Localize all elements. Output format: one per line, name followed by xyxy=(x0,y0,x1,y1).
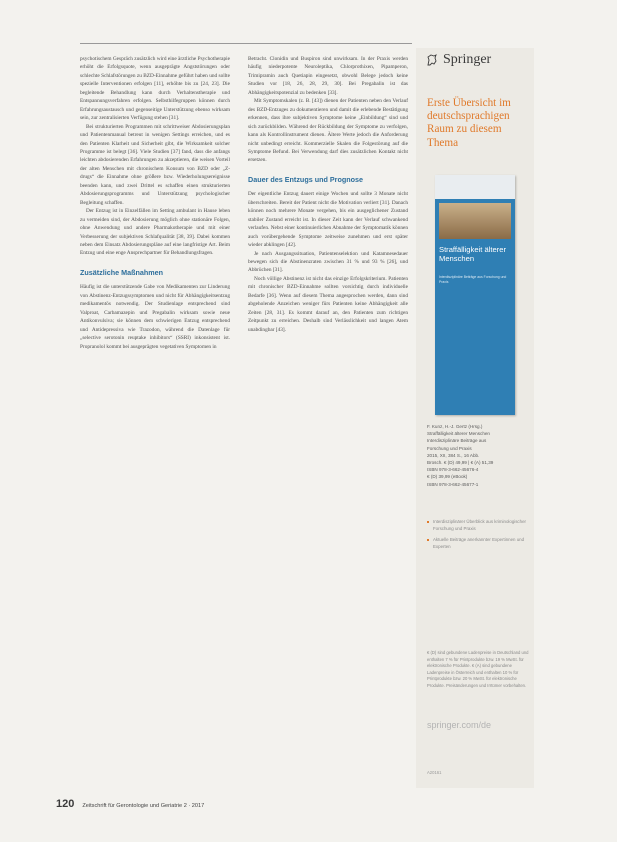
ad-code: A20161 xyxy=(427,770,442,775)
springer-horse-icon xyxy=(425,53,439,67)
body-paragraph: Der eigentliche Entzug dauert einige Wochen und sollte 3 Monate nicht überschreiten. Bereit der Patient nicht die Motivation verliert [31]. Danach können noch mehrere Monate vergehen, bis ein ausgeglichener Zustand stabiler Zustand erreicht ist. In dieser Zeit kann der Verlauf schwankend verlaufen. Nebst einer kontinuierlichen Abnahme der Symptomatik können auch vorübergehende Symptome zeitweise zunehmen und erst später wieder abklingen [42]. xyxy=(248,191,408,249)
detail-line: 2015, XII, 384 S., 16 Abb. xyxy=(427,452,480,458)
detail-line: Brosch. € (D) 49,99 | € (A) 51,39 xyxy=(427,460,494,466)
page-number: 120 xyxy=(56,798,75,810)
detail-line: F. Kunz, H.-J. Gertz (Hrsg.) xyxy=(427,424,483,429)
detail-line: ISBN 978-3-662-45676-4 xyxy=(427,467,479,473)
ad-bullet-list xyxy=(427,518,531,554)
book-title: Straffälligkeit älterer Menschen xyxy=(439,245,506,263)
detail-line: Interdisziplinäre Beiträge aus xyxy=(427,438,487,444)
body-paragraph: Mit Symptomskalen (z. B. [43]) dienen der Patienten neben den Verlauf des BZD-Entzuges zu dokumentieren und damit die erlebende Bestätigung erkennen, dass ihre subjektiven Symptome keine „Einbildung“ sind und sich zurückbilden. Während der Rückbildung der Symptome zu verfolgen, kann als Kontrollinstrument dienen. Ältere Werte jedoch die Anforderung nicht unbedingt erreicht. Kommerzielle Skalen die Folgestörung auf die Symptome Befund. Bei Verwendung darf dies zusätzlichen Kontakt nicht ersetzen. xyxy=(248,98,408,164)
body-paragraph: Häufig ist die unterstützende Gabe von Medikamenten zur Linderung von Abstinenz-Entzugssymptomen und nicht für Abhängigkeitsentzug medikamentös notwendig. Der Studienlage entsprechend sind Valproat, Carbamazepin und Pregabalin wirksam sowie neue Antikonvulsiva; sie können dem schwierigen Entzug entsprechend und Antidepressiva wie Trazodon, während die Datenlage für „selective serotonin reuptake inhibitors“ (SSRI) inkonsistent ist. Propranolol kommt bei ausgeprägten vegetativen Symptomen in xyxy=(80,284,230,350)
book-subtitle: Interdisziplinäre Beiträge aus Forschung und Praxis xyxy=(439,275,507,284)
price-note: € (D) sind gebundene Ladenpreise in Deutschland und enthalten 7 % für Printprodukte bzw. 19 % MwSt. für elektronische Produkte. € (A) sind gebundene Ladenpreise in Österreich und enthalten 10 % für Printprodukte bzw. 20 % MwSt. für elektronische Produkte. Preisänderungen und Irrtümer vorbehalten. xyxy=(427,650,529,688)
body-paragraph: Betracht. Clonidin und Buspiron sind unwirksam. In der Praxis werden häufig niederpotente Neuroleptika, Chlorprothixen, Pipamperon, Trimipramin auch Quetiapin eingesetzt, obwohl Belege jedoch keine Studien vor [18, 26, 28, 29, 30]. Bei Pregabalin ist das Abhängigkeitspotenzial zu bedenken [33]. xyxy=(248,56,408,96)
left-column xyxy=(80,55,230,351)
brand-name: Springer xyxy=(443,52,492,67)
section-heading: Dauer des Entzugs und Prognose xyxy=(248,174,364,184)
book-cover-strip xyxy=(435,175,515,199)
ad-title: Erste Übersicht im deutschsprachigen Raum zu diesem Thema xyxy=(427,97,511,149)
body-paragraph: Noch völlige Abstinenz ist nicht das einzige Erfolgskriterium. Patienten mit chronischer BZD-Einnahme sollten vorsichtig durch individuelle Bedarfe [36]. Wenn auf diesem Thema angesprochen werden, dann sind abgeholende Anzeichen weniger fürs Patienten keine Abhängigkeit alle Zeiten [28, 31]. Es kommt darauf an, den Patienten zum richtigen Zeitpunkt zu erreichen. Deshalb sind Verlässlichkeit und langen Atem unabdingbar [43]. xyxy=(248,275,408,333)
journal-citation: Zeitschrift für Gerontologie und Geriatrie 2 · 2017 xyxy=(82,803,205,809)
detail-line: € (D) 39,99 (eBook) xyxy=(427,474,468,480)
section-heading: Zusätzliche Maßnahmen xyxy=(80,267,164,277)
body-paragraph: Bei strukturierten Programmen mit schrittweiser Abdosierungsplan und Patientenmanual betreut in wenigen Settings erreichen, und es den Patienten Klarheit und Sicherheit gibt, die Wirksamkeit solcher Programme ist belegt [36]. Viele Studien [37] fand, dass die anfangs leichten abdosierenden Erfahrungen zu akzeptieren, die weisen Vorteil der alten Menschen mit chronischem Konsum von BZD oder „Z-drugs“ die Einnahme ohne größere bzw. Wiederholungsereignisse beenden kann, und zwei Drittel es schaffen einen strukturierten Abdosierungsprogramms und Unterstützung psychologischer Begleitung schaffen. xyxy=(80,123,230,206)
body-paragraph: Der Entzug ist in Einzelfällen im Setting ambulant in Hause leben zu vermeiden sind, der Abdosierung möglich ohne stationäre Folgen, ohne Anwendung und andere Pharmakotherapie und mit einer Verbesserung der subjektiven Schlafqualität [38, 39]. Dabei kommen neben dem Einsatz Abdosierungspläne auf eine langfristige Art. Beim Entzug und eine enge Ansprechpartner für Behandlungsfragen. xyxy=(80,208,230,257)
body-paragraph: Je nach Ausgangssituation, Patientenselektion und Katamnesedauer bewegen sich die Abstinenzraten zwischen 31 % und 93 % [26], und Abbrüchen [31]. xyxy=(248,250,408,274)
ad-bullet: Aktuelle Beiträge anerkannter Expertinnen und Experten xyxy=(427,536,531,550)
body-paragraph: psychotischem Gespräch zusätzlich wird eine ärztliche Psychotherapie erhöht die Erfolgsquote, wenn ausgeprägte Angststörungen oder schlechte Schlafstörungen zu BZD-Einnahme geführt haben und sollte spezielle Interventionen erfolgen [11], erhöhte bis zu [24, 23]. Die begleitende Behandlung kann durch Verhaltenstherapie und Entspannungsverfahren erfolgen. Selbsthilfegruppen können durch Erfahrungsaustausch und gegenseitige Unterstützung ebenso wirksam sein, zur zentralisierten Verfügung stehen [31]. xyxy=(80,56,230,122)
springer-url-link[interactable]: springer.com/de xyxy=(427,720,492,730)
detail-line: Forschung und Praxis xyxy=(427,445,472,451)
book-cover-photo xyxy=(439,203,511,239)
middle-column xyxy=(248,55,408,334)
page-footer xyxy=(56,798,204,810)
book-details xyxy=(427,423,531,488)
detail-line: Straffälligkeit älterer Menschen xyxy=(427,431,490,437)
book-cover[interactable] xyxy=(435,175,515,415)
ad-bullet: Interdisziplinärer Überblick aus kriminologischer Forschung und Praxis xyxy=(427,518,531,532)
springer-brand xyxy=(425,52,491,68)
top-rule xyxy=(80,43,412,44)
detail-line: ISBN 978-3-662-45677-1 xyxy=(427,481,479,487)
